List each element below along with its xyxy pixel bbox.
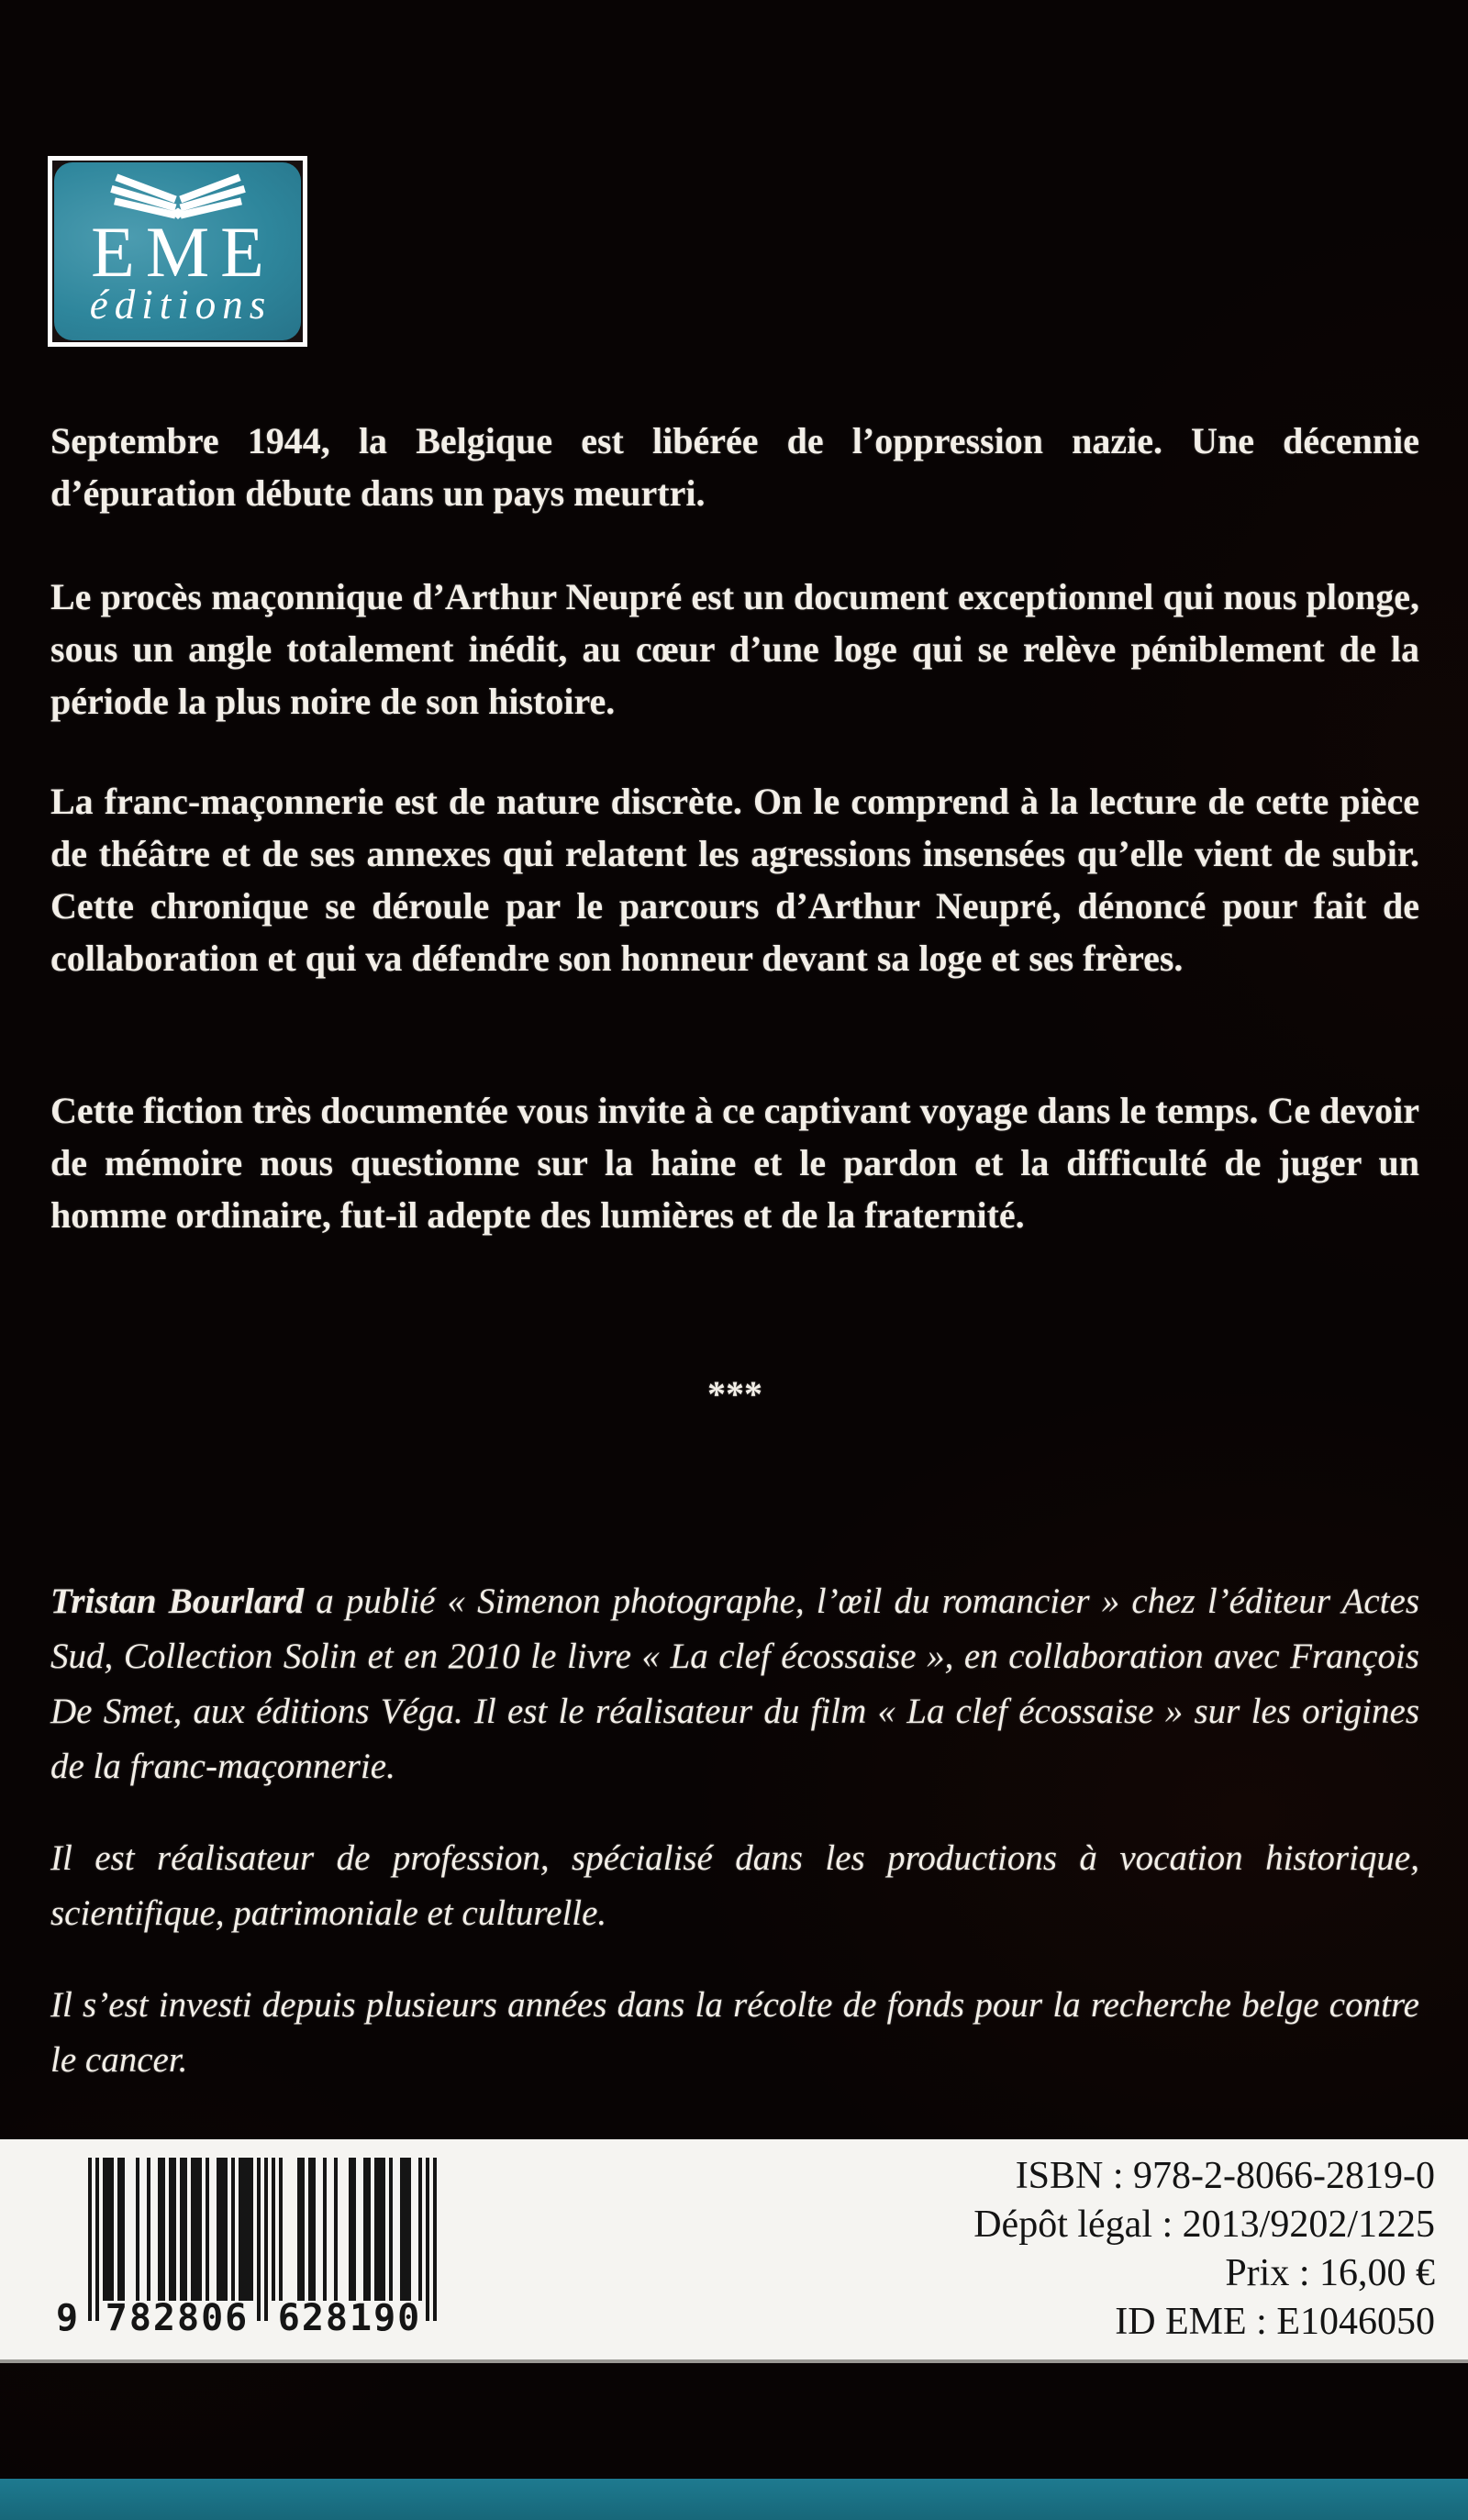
- publisher-tagline: éditions: [89, 282, 272, 327]
- id-eme-line: ID EME : E1046050: [1115, 2301, 1435, 2343]
- barcode-digits-left: 782806: [105, 2297, 250, 2339]
- barcode-digit-leading: 9: [55, 2297, 81, 2339]
- publisher-name: EME: [91, 212, 275, 292]
- footer-accent-bar: [0, 2479, 1468, 2520]
- publication-info: [973, 2152, 1435, 2347]
- synopsis-paragraph-3: La franc-maçonnerie est de nature discrète. On le comprend à la lecture de cette pièce de théâtre et de ses annexes qui relatent les agressions insensées qu’elle vient de subir. Cette chronique se déroule par le parcours d’Arthur Neupré, dénoncé pour fait de collaboration et qui va défendre son honneur devant sa loge et ses frères.: [50, 781, 1419, 979]
- footer-band: [0, 2139, 1468, 2363]
- section-separator: ***: [707, 1373, 762, 1415]
- publisher-logo: [48, 156, 307, 347]
- synopsis-paragraph-1: Septembre 1944, la Belgique est libérée de l’oppression nazie. Une décennie d’épuration débute dans un pays meurtri.: [50, 420, 1419, 514]
- price-line: Prix : 16,00 €: [1225, 2252, 1435, 2294]
- depot-legal-line: Dépôt légal : 2013/9202/1225: [973, 2204, 1435, 2246]
- barcode-digits-right: 628190: [277, 2297, 422, 2339]
- author-name: Tristan Bourlard: [50, 1582, 305, 1621]
- bio-paragraph-1-text: a publié « Simenon photographe, l’œil du romancier » chez l’éditeur Actes Sud, Collection Solin et en 2010 le livre « La clef écossaise », en collaboration avec François De Smet, aux éditions Véga. Il est le réalisateur du film « La clef écossaise » sur les origines de la franc-maçonnerie.: [50, 1582, 1419, 1786]
- bio-paragraph-3: Il s’est investi depuis plusieurs années dans la récolte de fonds pour la recherche belge contre le cancer.: [50, 1985, 1419, 2080]
- publisher-logo-inner: [52, 161, 303, 342]
- ean13-barcode: [53, 2158, 448, 2341]
- publisher-logo-badge: [54, 162, 301, 340]
- bio-paragraph-1: [50, 1574, 1419, 1794]
- isbn-line: ISBN : 978-2-8066-2819-0: [1015, 2155, 1435, 2197]
- synopsis-paragraph-4: Cette fiction très documentée vous invite à ce captivant voyage dans le temps. Ce devoir de mémoire nous questionne sur la haine et le pardon et la difficulté de juger un homme ordinaire, fut-il adepte des lumières et de la fraternité.: [50, 1090, 1419, 1236]
- synopsis-paragraph-2: Le procès maçonnique d’Arthur Neupré est un document exceptionnel qui nous plonge, sous un angle totalement inédit, au cœur d’une loge qui se relève péniblement de la période la plus noire de son histoire.: [50, 576, 1419, 722]
- bio-paragraph-2: Il est réalisateur de profession, spécialisé dans les productions à vocation historique, scientifique, patrimoniale et culturelle.: [50, 1838, 1419, 1933]
